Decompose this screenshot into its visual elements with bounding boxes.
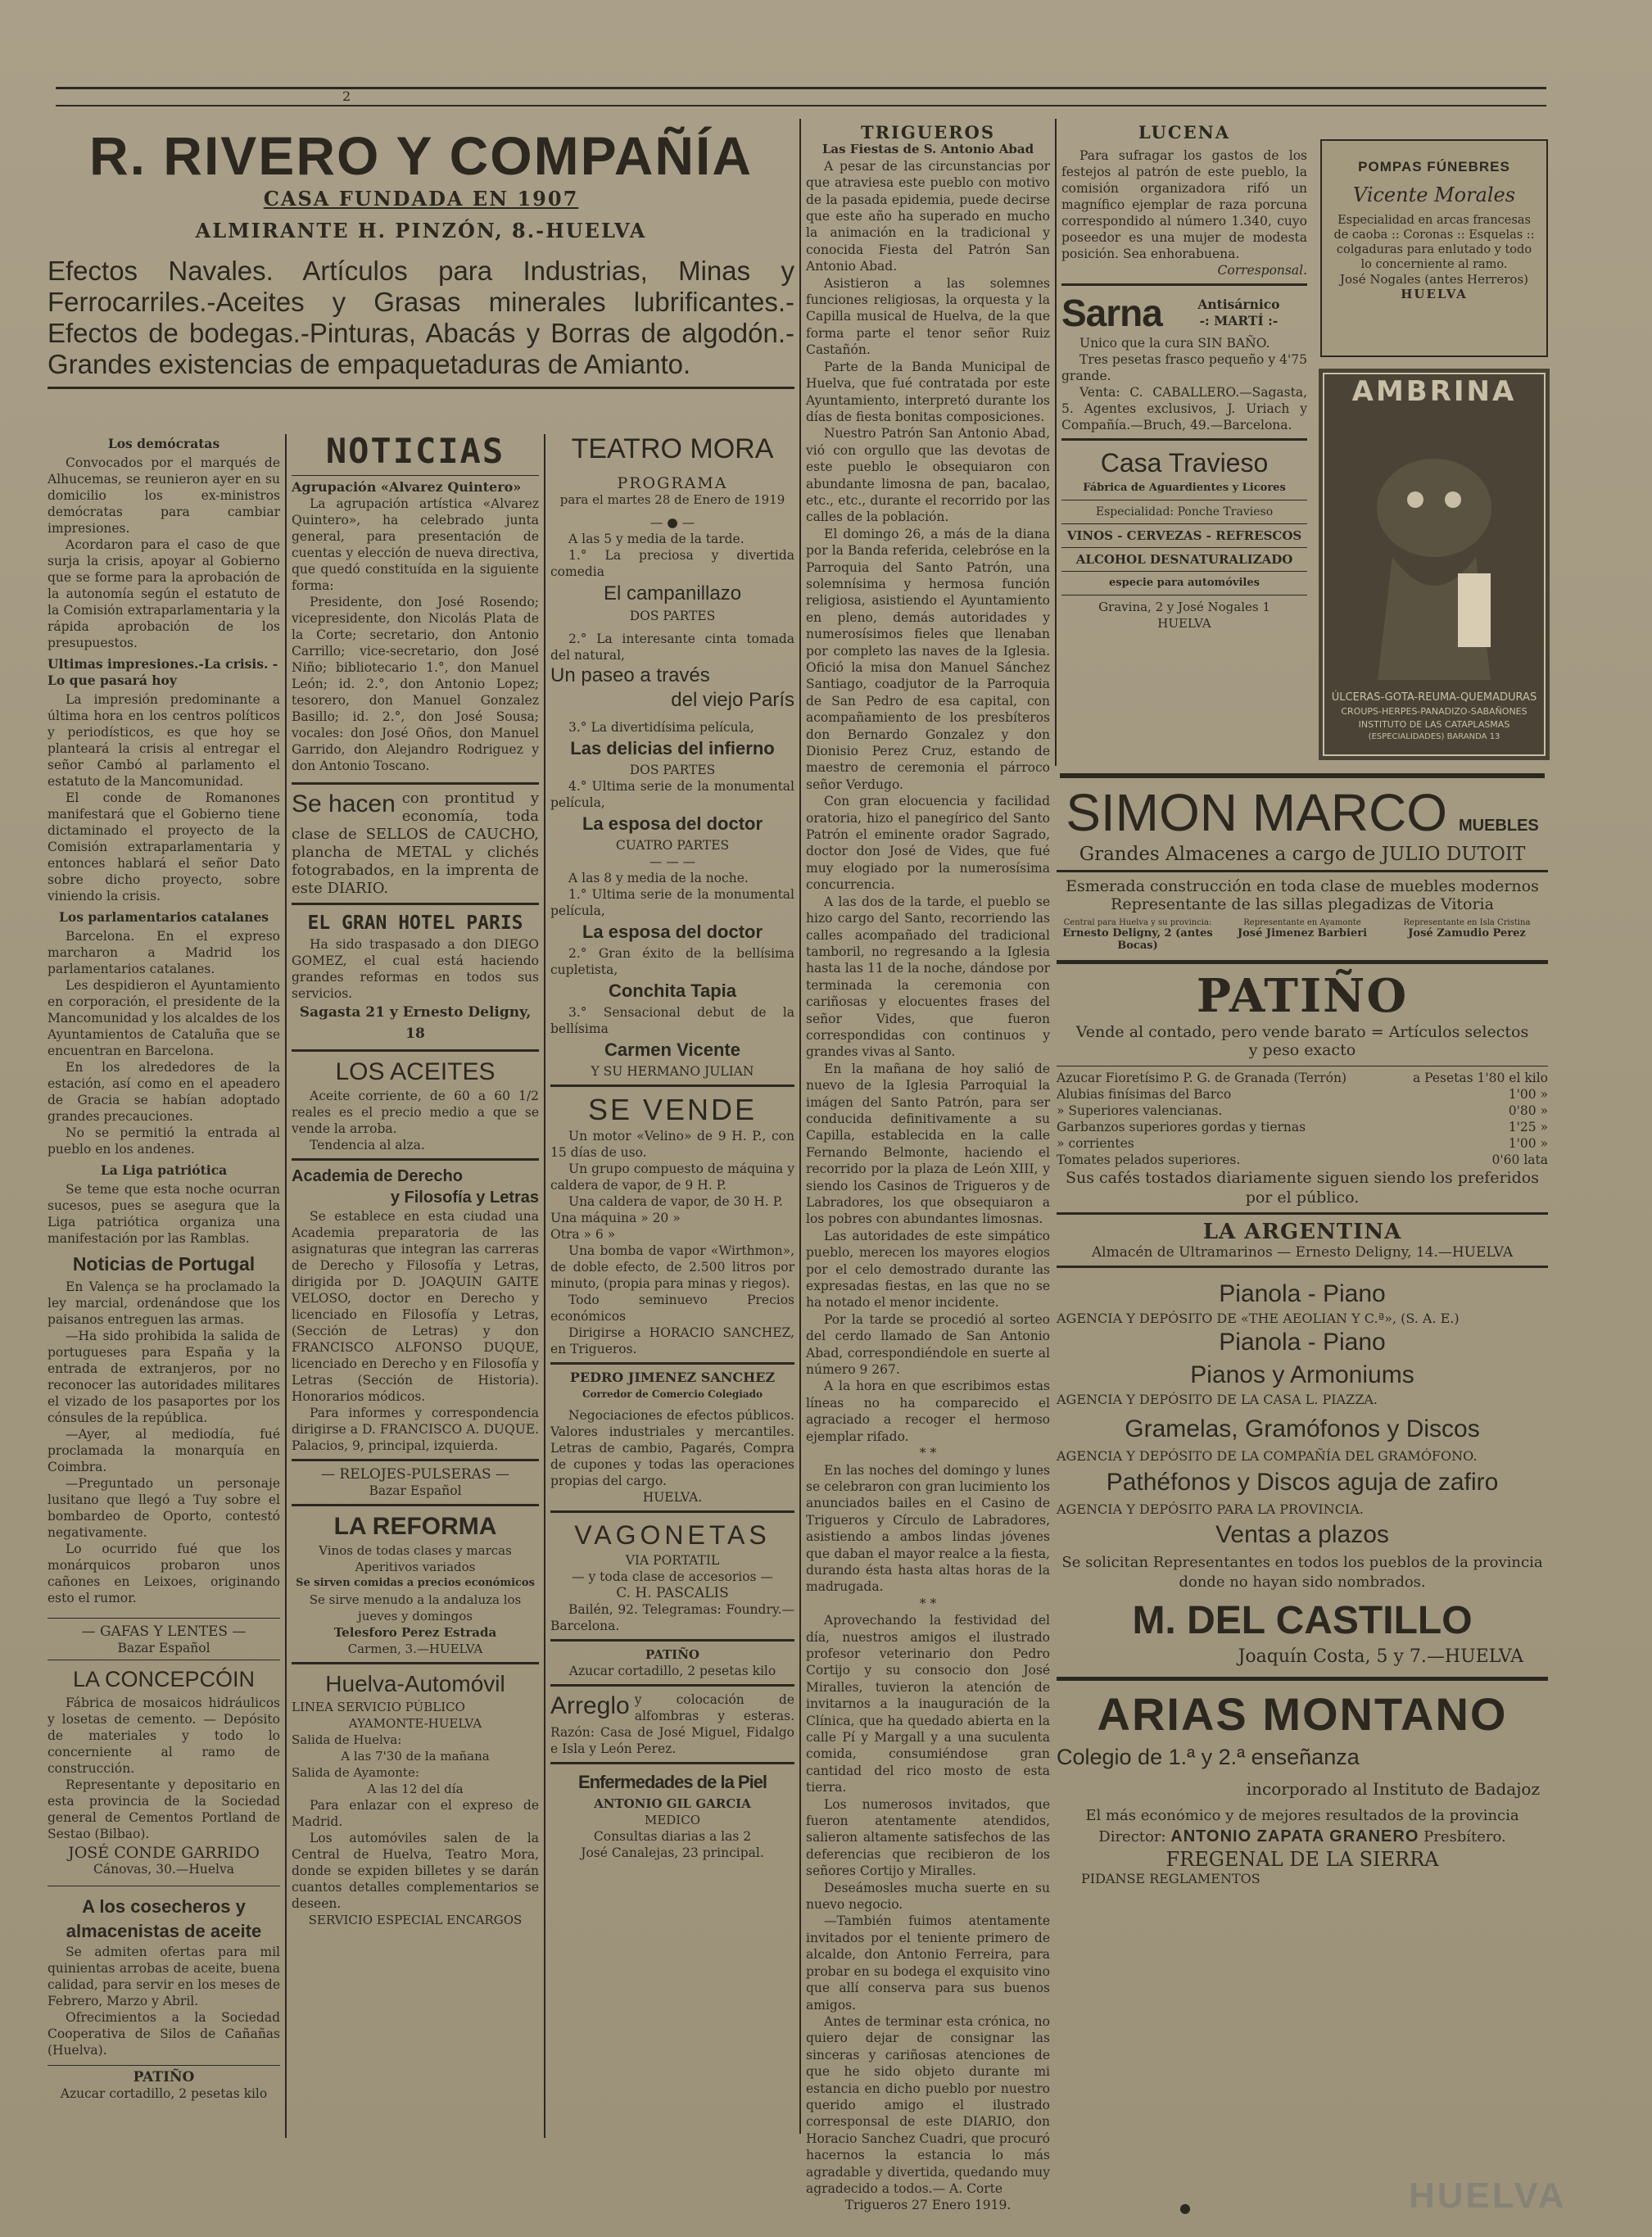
patino-item: Azucar Fioretísimo P. G. de Granada (Terrón) [1057,1071,1347,1085]
patino-price: 1'00 » [1508,1136,1548,1151]
pedro-title: PEDRO JIMENEZ SANCHEZ [569,1370,776,1385]
paragraph: La agrupación artística «Alvarez Quintero», ha celebrado junta general, para presentación de cuentas y elección de nueva directiva, que quedó constituída en la siguiente forma: [292,496,539,593]
program-parts: DOS PARTES [629,609,716,623]
paragraph: 1.° Ultima serie de la monumental película, [550,887,794,918]
piel-line: Consultas diarias a las 2 [593,1829,752,1844]
patino-small-title: PATIÑO [133,2069,195,2085]
democratas-title: Los demócratas [107,436,220,451]
simon-muebles: MUEBLES [1458,817,1539,835]
ambrina-title: AMBRINA [1351,375,1517,408]
paragraph: Venta: C. CABALLERO.—Sagasta, 5. Agentes exclusivos, J. Uriach y Compañía.—Bruch, 49.—Barcelona. [1061,385,1307,432]
reforma-line: Carmen, 3.—HUELVA [347,1642,483,1656]
pompas-title: POMPAS FÚNEBRES [1358,159,1510,174]
vende-line: Otra » 6 » [550,1227,616,1242]
paragraph: A las 5 y media de la tarde. [568,532,745,546]
pedro-city: HUELVA. [642,1490,703,1505]
arias-line: incorporado al Instituto de Badajoz [1246,1779,1540,1799]
paragraph: Bailén, 92. Telegramas: Foundry.—Barcelona. [550,1602,794,1633]
paragraph: Un grupo compuesto de máquina y caldera de vapor, de 9 H. P. [550,1162,794,1193]
patino-item: Tomates pelados superiores. [1057,1152,1241,1167]
paragraph: Convocados por el marqués de Alhucemas, se reunieron ayer en su domicilio los ex-ministros demócratas para cambiar impresiones. [48,455,280,536]
piel-sub: MEDICO [644,1813,701,1827]
separator-stars: * * [919,1596,937,1611]
lucena-sign: Corresponsal. [1217,263,1307,278]
concepcion-name: JOSÉ CONDE GARRIDO [68,1844,260,1862]
simon-reps [1057,918,1548,952]
paragraph: 2.° La interesante cinta tomada del natural, [550,632,794,663]
simon-rep: Ernesto Deligny, 2 (antes Bocas) [1062,927,1213,952]
arias-director-title: Presbítero. [1423,1828,1506,1845]
bottom-ornament: ● [1179,2200,1191,2216]
column-1 [48,431,280,2151]
arreglo-big: Arreglo [550,1692,630,1719]
patino-item: » Superiores valencianas. [1057,1103,1223,1118]
pathe-sub: AGENCIA Y DEPÓSITO PARA LA PROVINCIA. [1057,1501,1364,1517]
paragraph: 3.° Sensacional debut de la bellísima [550,1005,794,1036]
argentina-title: LA ARGENTINA [1202,1220,1402,1244]
ambrina-line: CROUPS-HERPES-PANADIZO-SABAÑONES [1341,706,1528,717]
travieso-line: VINOS - CERVEZAS - REFRESCOS [1066,528,1302,543]
automovil-line: Salida de Ayamonte: [292,1765,419,1780]
pedro-sub: Corredor de Comercio Colegiado [582,1388,763,1400]
simon-header [1057,781,1548,844]
arias-title: ARIAS MONTANO [1097,1688,1508,1740]
patino-cafe: Sus cafés tostados diariamente siguen siendo los preferidos por el público. [1065,1169,1539,1207]
concepcion-title: LA CONCEPCÓIN [72,1667,256,1691]
pianos-sub: AGENCIA Y DEPÓSITO DE LA CASA L. PIAZZA. [1057,1392,1378,1407]
paragraph: Dirigirse a HORACIO SANCHEZ, en Trigueros. [550,1325,794,1356]
simon-sub: Grandes Almacenes a cargo de JULIO DUTOIT [1079,844,1526,865]
patino-item: » corrientes [1057,1136,1134,1151]
simon-line: Representante de las sillas plegadizas de Vitoria [1111,895,1494,913]
paragraph: Barcelona. En el expreso marcharon a Madrid los parlamentarios catalanes. [48,929,280,976]
pompas-name: Vicente Morales [1352,183,1516,206]
paragraph: Acordaron para el caso de que surja la crisis, apoyar al Gobierno que se forme para la aprobación de la autonomía según el estatuto de la Comisión extraparlamentaria y la rápida aprobación de los presupuestos. [48,537,280,650]
paragraph: El conde de Romanones manifestará que el Gobierno tiene dictaminado el proyecto de la Comisión extraparlamentaria y entonces hablará el señor Dato sobre dicho proyecto, sobre viniendo la crisis. [48,790,280,903]
paragraph: Unico que la cura SIN BAÑO. [1079,336,1270,351]
automovil-title: Huelva-Automóvil [325,1671,505,1696]
program-title: Carmen Vicente [604,1039,740,1060]
program-title: Un paseo a través [550,664,710,686]
paragraph: Para sufragar los gastos de los festejos al patrón de este pueblo, la comisión organizadora rifó un magnífico ejemplar de raza porcuna correspondido al número 1.340, cuyo poseedor es una mujer de modesta posición. Sea enhorabuena. [1061,148,1307,261]
noticias-title: NOTICIAS [325,431,505,471]
vende-title: SE VENDE [587,1093,758,1126]
arias-line: El más económico y de mejores resultados de la provincia [1085,1807,1519,1824]
paragraph: Tendencia al alza. [310,1138,425,1152]
paragraph: 2.° Gran éxito de la bellísima cupletista, [550,946,794,977]
top-rule [56,87,885,89]
rivero-ad [48,123,794,428]
travieso-title: Casa Travieso [1100,448,1269,478]
patino2-title: PATIÑO [645,1647,699,1662]
patino-price: 1'00 » [1508,1087,1548,1102]
piel-line: José Canalejas, 23 principal. [581,1845,764,1860]
paragraph: Aprovechando la festividad del día, nuestros amigos el ilustrado profesor veterinario don Pedro Cortijo y su consocio don José Miralles, tuvieron la atención de invitarnos a la inauguración de la Clínica, que ha quedado abierta en la calle Pí y Margall y a una suculenta comida, consumiéndose gran cantidad del rico mosto de esta tierra. [806,1613,1050,1795]
paragraph: Por la tarde se procedió al sorteo del cerdo llamado de San Antonio Abad, correspondiéndole en suerte al número 9 267. [806,1311,1050,1378]
sehacen-big: Se hacen [292,790,396,817]
arias-director-label: Director: [1098,1828,1166,1845]
cosecheros-title: A los cosecheros y almacenistas de aceite [66,1896,262,1941]
paragraph: Todo seminuevo Precios económicos [550,1293,794,1324]
col-rule [1055,119,1057,766]
hotel-address: Sagasta 21 y Ernesto Deligny, 18 [299,1004,532,1042]
program-parts: CUATRO PARTES [615,838,730,853]
program-parts: DOS PARTES [629,763,716,777]
patino-small-text: Azucar cortadillo, 2 pesetas kilo [60,2086,268,2101]
patino-item: Alubias finísimas del Barco [1057,1087,1232,1102]
arias-line: FREGENAL DE LA SIERRA [1165,1848,1439,1871]
travieso-line: Gravina, 2 y José Nogales 1 [1098,600,1270,614]
vagonetas-line: C. H. PASCALIS [616,1585,729,1601]
paragraph: A pesar de las circunstancias por que atraviesa este pueblo con motivo de la pasada epidemia, puede decirse que este año ha superado en mucho la animación en la tradicional y conocida Fiesta del Patrón San Antonio Abad. [806,158,1050,274]
paragraph: Se teme que esta noche ocurran sucesos, pues se asegura que la Liga patriótica organiza una manifestación por las Ramblas. [48,1182,280,1246]
program-title: Las delicias del infierno [570,738,775,758]
paragraph: Fábrica de mosaicos hidráulicos y losetas de cemento. — Depósito de materiales y todo lo concerniente al ramo de construcción. [48,1696,280,1776]
agrupacion-title: Agrupación «Alvarez Quintero» [292,479,522,495]
relojes-sub: Bazar Español [369,1483,462,1498]
argentina-line: Almacén de Ultramarinos — Ernesto Deligny, 14.—HUELVA [1091,1244,1514,1261]
arias-director-name: ANTONIO ZAPATA GRANERO [1170,1827,1419,1845]
patino-price-row [1057,1103,1548,1119]
watermark: HUELVA [1409,2176,1567,2216]
paragraph: Una bomba de vapor «Wirthmon», de doble efecto, de 2.500 litros por minuto, (propia para minas y riegos). [550,1243,794,1291]
gafas-title: — GAFAS Y LENTES — [81,1623,247,1640]
trigueros-sub: Las Fiestas de S. Antonio Abad [821,142,1034,157]
travieso-line: Especialidad: Ponche Travieso [1095,505,1274,518]
paragraph: Para enlazar con el expreso de Madrid. [292,1798,539,1829]
arreglo-text: y colocación de alfombras y esteras. Razón: Casa de José Miguel, Fidalgo e Isla y León Perez. [550,1692,794,1756]
programa-date: para el martes 28 de Enero de 1919 [559,492,785,507]
paragraph: En los alrededores de la estación, así como en el apeadero de Gracia se habían adoptado grandes precauciones. [48,1060,280,1124]
travieso-line: HUELVA [1157,616,1211,631]
vagonetas-line: — y toda clase de accesorios — [572,1569,773,1584]
pompas-line: José Nogales (antes Herreros) [1340,272,1528,287]
paragraph: Antes de terminar esta crónica, no quiero dejar de consignar las sinceras y cariñosas atenciones de que he sido objeto durante mi estancia en dicho pueblo por nuestro querido amigo el ilustrado corresponsal de este DIARIO, don Horacio Sanchez Cuadri, que procuró hacernos la estancia lo más agradable y divertida, quedando muy agradecido a todos.— A. Corte [806,2013,1050,2196]
simon-line: Esmerada construcción en toda clase de muebles modernos [1066,877,1539,895]
paragraph: Un motor «Velino» de 9 H. P., con 15 días de uso. [550,1129,794,1160]
paragraph: Ofrecimientos a la Sociedad Cooperativa de Silos de Cañañas (Huelva). [48,2010,280,2058]
relojes-title: — RELOJES-PULSERAS — [320,1466,509,1483]
patino-price-row [1057,1070,1548,1086]
ambrina-line: (ESPECIALIDADES) BARANDA 13 [1368,732,1500,741]
col-rule [544,434,545,2138]
column-3: TEATRO MORA PROGRAMA para el martes 28 de Enero de 1919 — ● — A las 5 y media de la tarde. 1.° La preciosa y divertida comedia El campanillazo DOS PARTES 2.° La interesante cinta tomada del natural, Un paseo a través del viejo París 3.° La divertidísima película, Las delicias del infierno DOS PARTES 4.° Ultima serie de la monumental película, La esposa del doctor CUATRO PARTES — — — A las 8 y media de la noche. 1.° Ultima serie de la monumental película, La esposa del doctor 2.° Gran éxito de la bellísima cupletista, Conchita Tapia 3.° Sensacional debut de la bellísima Carmen Vicente Y SU HERMANO JULIAN SE VENDE Un motor «Velino» de 9 H. P., con 15 días de uso. Un grupo compuesto de máquina y caldera de vapor, de 9 H. P. Una caldera de vapor, de 30 H. P. Una máquina » 20 » Otra » 6 » Una bomba de vapor «Wirthmon», de doble efecto, de 2.500 litros por minuto, (propia para minas y riegos). Todo seminuevo Precios económicos Dirigirse a HORACIO SANCHEZ, en Trigueros. PEDRO JIMENEZ SANCHEZ Corredor de Comercio Colegiado Negociaciones de efectos públicos. Valores industriales y mercantiles. Letras de cambio, Pagarés, Compra de cupones y todas las operaciones propias del cargo. HUELVA. VAGONETAS VIA PORTATIL — y toda clase de accesorios — C. H. PASCALIS Bailén, 92. Telegramas: Foundry.—Barcelona. PATIÑO Azucar cortadillo, 2 pesetas kilo Arreglo y colocación de alfombras y esteras. Razón: Casa de José Miguel, Fidalgo e Isla y León Perez. Enfermedades de la Piel ANTONIO GIL GARCIA MEDICO Consultas diarias a las 2 José Canalejas, 23 principal. [550,431,794,2151]
patino-price-list [1057,1070,1548,1168]
sarna-r2: -: MARTÍ :- [1199,313,1279,328]
arias-line: PIDANSE REGLAMENTOS [1081,1871,1260,1886]
paragraph: —Ayer, al mediodía, fué proclamada la monarquía en Coimbra. [48,1427,280,1474]
patino-line: Vende al contado, pero vende barato = Artículos selectos [1075,1023,1529,1041]
right-ads [1057,773,1548,2133]
trigueros-title: TRIGUEROS [860,122,996,143]
vende-line: Una máquina » 20 » [550,1211,681,1225]
patino-price-row [1057,1086,1548,1103]
pianos-title: Pianos y Armoniums [1190,1361,1414,1388]
dateline: Trigueros 27 Enero 1919. [844,2198,1012,2213]
sehacen-text: con prontitud y economía, toda clase de SELLOS de CAUCHO, plancha de METAL y clichés fotograbados, en la imprenta de este DIARIO. [292,790,539,897]
automovil-line: SERVICIO ESPECIAL ENCARGOS [308,1913,523,1927]
ambrina-ad [1319,369,1550,760]
column-4 [806,122,1050,2213]
paragraph: Deseámosles mucha suerte en su nuevo negocio. [806,1880,1050,1913]
patino-item: Garbanzos superiores gordas y tiernas [1057,1120,1306,1134]
sarna-r1: Antisárnico [1197,297,1280,312]
paragraph: Los numerosos invitados, que fueron atentamente atendidos, salieron altamente satisfechos de las deferencias que recibieron de los señores Cortijo y Miralles. [806,1796,1050,1879]
programa-title: PROGRAMA [617,474,728,492]
page-marker: 2 [342,88,351,104]
paragraph: Representante y depositario en esta provincia de la Sociedad general de Cementos Portland de Sestao (Bilbao). [48,1777,280,1841]
patino-price: 0'80 » [1508,1103,1548,1118]
rivero-founded: CASA FUNDADA EN 1907 [263,187,579,211]
paragraph: Les despidieron el Ayuntamiento en corporación, el presidente de la Mancomunidad y los alcaldes de los Ayuntamientos de Cataluña que se encuentran en Barcelona. [48,978,280,1058]
patino2-text: Azucar cortadillo, 2 pesetas kilo [568,1664,776,1678]
paragraph: Se establece en esta ciudad una Academia preparatoria de las asignaturas que integran las carreras de Derecho y Filosofía y Letras, dirigida por D. JOAQUIN GAITE VELOSO, doctor en Derecho y licenciado en Filosofía y Letras, (Sección de Letras) y don FRANCISCO ALFONSO DUQUE, licenciado en Derecho y en Filosofía y Letras (Sección de Historia). Honorarios módicos. [292,1209,539,1404]
pathe-title: Pathéfonos y Discos aguja de zafiro [1106,1469,1499,1496]
sarna-big: Sarna [1061,292,1162,334]
pianola-title: Pianola - Piano [1219,1329,1386,1356]
paragraph: 3.° La divertidísima película, [568,720,754,735]
simon-rep-head: Central para Huelva y su provincia: [1063,918,1212,927]
program-title: La esposa del doctor [582,813,763,834]
paragraph: —También fuimos atentamente invitados por el teniente primero de alcalde, don Antonio Ferreira, para probar en su bodega el exquisito vino que allí conserva para sus buenos amigos. [806,1913,1050,2013]
paragraph: En las noches del domingo y lunes se celebraron con gran lucimiento los anunciados bailes en el Casino de Trigueros y Círculo de Labradores, asistiendo a ambos lindas jóvenes que daban el mayor realce a la fiesta, durando ésta hasta altas horas de la madrugada. [806,1462,1050,1595]
piel-title: Enfermedades de la Piel [577,1772,767,1792]
simon-rep: José Jimenez Barbieri [1237,927,1368,940]
sehacen-ad [292,790,539,898]
reforma-line: Se sirven comidas a precios económicos [296,1577,535,1589]
pianola-sub: AGENCIA Y DEPÓSITO DE «THE AEOLIAN Y C.ª», (S. A. E.) [1057,1311,1460,1326]
patino-title: PATIÑO [1196,969,1409,1023]
top-rule-right [868,87,1546,89]
travieso-line: Fábrica de Aguardientes y Licores [1083,482,1286,494]
reforma-line: Se sirve menudo a la andaluza los jueves y domingos [309,1592,522,1623]
separator-stars: * * [919,1446,937,1461]
automovil-line: Salida de Huelva: [292,1732,402,1747]
ultimas-title: Ultimas impresiones.-La crisis. -Lo que pasará hoy [48,656,278,688]
vagonetas-title: VAGONETAS [574,1520,771,1550]
simon-rep-head: Representante en Ayamonte [1243,918,1361,927]
pompas-text: Especialidad en arcas francesas de caoba :: Coronas :: Esquelas :: colgaduras para enlutado y todo lo concerniente al ramo. [1333,214,1535,271]
paragraph: Negociaciones de efectos públicos. Valores industriales y mercantiles. Letras de cambio, Pagarés, Compra de cupones y todas las operaciones propias del cargo. [550,1408,794,1488]
arias-director [1057,1827,1548,1846]
gafas-sub: Bazar Español [117,1641,210,1655]
patino-price-row [1057,1119,1548,1135]
simon-rep: José Zamudio Perez [1408,927,1526,940]
pompas-box [1320,139,1548,357]
automovil-line: A las 12 del día [367,1782,464,1796]
academia-title-1: Academia de Derecho [292,1167,463,1185]
academia-title-2: y Filosofía y Letras [390,1189,539,1207]
patino-line: y peso exacto [1248,1041,1356,1059]
program-title: del viejo París [671,689,794,711]
piel-name: ANTONIO GIL GARCIA [594,1796,751,1811]
top-rule-2 [56,105,1546,106]
concepcion-address: Cánovas, 30.—Huelva [93,1862,234,1877]
plazos-sub: Se solicitan Representantes en todos los pueblos de la provincia donde no hayan sido nombrados. [1061,1554,1543,1591]
col-rule [285,434,287,2138]
automovil-line: AYAMONTE-HUELVA [348,1716,482,1731]
lucena-title: LUCENA [1138,122,1231,143]
reforma-line: Telesforo Perez Estrada [333,1625,497,1640]
patino-price-row [1057,1135,1548,1152]
paragraph: —Ha sido prohibida la salida de portugueses para España y la entrada de extranjeros, por no reconocer las autoridades militares el vizado de los pasaportes por los cónsules de la república. [48,1329,280,1425]
paragraph: Ha sido traspasado a don DIEGO GOMEZ, el cual está haciendo grandes reformas en todos sus servicios. [292,937,539,1001]
patino-price: a Pesetas 1'80 el kilo [1412,1071,1548,1085]
paragraph: Lo ocurrido fué que los monárquicos probaron unos cañones en Leixoes, originando esto el rumor. [48,1542,280,1605]
sarna-header [1061,291,1307,335]
paragraph: Con gran elocuencia y facilidad oratoria, hizo el panegírico del Santo Patrón el eminente orador Sagrado, doctor don José de Vides, que fué muy elogiado por la numerosísima concurrencia. [806,794,1050,893]
patino-price-row [1057,1152,1548,1168]
paragraph: A las dos de la tarde, el pueblo se hizo cargo del Santo, recorriendo las calles acompañado del tradicional tamboril, no regresando a la Iglesia hasta las 11 de la noche, dándose por terminada la ceremonia con cariñosas y elocuentes frases del señor Vides, que fueron correspondidas con continuos y grandes vivas al Santo. [806,894,1050,1060]
aceites-title: LOS ACEITES [335,1058,496,1085]
ambrina-line: ÚLCERAS-GOTA-REUMA-QUEMADURAS [1331,691,1537,704]
paragraph: Aceite corriente, de 60 a 60 1/2 reales es el precio medio a que se vende la arroba. [292,1089,539,1136]
liga-title: La Liga patriótica [100,1162,228,1178]
pianola-title: Pianola - Piano [1219,1280,1386,1307]
paragraph: A la hora en que escribimos estas líneas no ha comparecido el agraciado a recoger el hermoso ejemplar rifado. [806,1379,1050,1444]
paragraph: En la mañana de hoy salió de nuevo de la Iglesia Parroquial la imágen del Santo Patrón, para ser conducida definitivamente a su Capilla, establecida en la calle Fernando Belmonte, haciendo el recorrido por la plaza de León XIII, y siendo los Casinos de Trigueros y de Labradores, los que obsequiaron a los pobres con abundantes limosnas. [806,1061,1050,1227]
col-rule [799,119,801,2134]
paragraph: A las 8 y media de la noche. [568,871,749,885]
simon-title: SIMON MARCO [1066,783,1447,842]
program-sub: Y SU HERMANO JULIAN [591,1064,754,1079]
reforma-line: Vinos de todas clases y marcas Aperitivos variados [319,1543,512,1574]
vagonetas-line: VIA PORTATIL [625,1553,720,1568]
paragraph: En Valença se ha proclamado la ley marcial, ordenándose que los paisanos entreguen las armas. [48,1279,280,1327]
paragraph: Nuestro Patrón San Antonio Abad, vió con orgullo que las devotas de este pueblo le obsequiaron con abundante limosna de pan, bacalao, etc., etc., durante el recorrido por las calles de la población. [806,426,1050,525]
paragraph: Las autoridades de este simpático pueblo, merecen los mayores elogios por el celo demostrado durante las expresadas fiestas, en las que no se ha notado el menor incidente. [806,1228,1050,1311]
program-title: La esposa del doctor [582,922,763,942]
rivero-address: ALMIRANTE H. PINZÓN, 8.-HUELVA [195,219,647,242]
parlamentarios-title: Los parlamentarios catalanes [58,909,269,925]
automovil-line: A las 7'30 de la mañana [341,1749,490,1764]
arias-line: Colegio de 1.ª y 2.ª enseñanza [1057,1745,1360,1769]
hotel-title: EL GRAN HOTEL PARIS [307,912,523,934]
column-5 [1061,122,1307,772]
paragraph: 4.° Ultima serie de la monumental película, [550,779,794,810]
paragraph: Se admiten ofertas para mil quinientas arrobas de aceite, buena calidad, para servir en los meses de Febrero, Marzo y Abril. [48,1945,280,2008]
travieso-line: ALCOHOL DESNATURALIZADO [1075,552,1293,567]
program-title: Conchita Tapia [608,980,737,1001]
paragraph: Tres pesetas frasco pequeño y 4'75 grande. [1061,352,1307,383]
teatro-title: TEATRO MORA [571,433,774,464]
paragraph: Para informes y correspondencia dirigirse a D. FRANCISCO A. DUQUE. Palacios, 9, principal, izquierda. [292,1406,539,1453]
automovil-line: LINEA SERVICIO PÚBLICO [292,1700,465,1714]
paragraph: 1.° La preciosa y divertida comedia [550,548,794,579]
plazos-title: Ventas a plazos [1215,1521,1389,1548]
paragraph: —Preguntado un personaje lusitano que llegó a Tuy sobre el bombardeo de Oporto, contestó negativamente. [48,1476,280,1540]
paragraph: La impresión predominante a última hora en los centros políticos y periodísticos, es que hoy se planteará la crisis al entregar el señor Cambó al parlamento el estatuto de la Mancomunidad. [48,692,280,789]
ambrina-line: INSTITUTO DE LAS CATAPLASMAS [1358,719,1510,730]
program-title: El campanillazo [603,582,742,605]
rivero-title: R. RIVERO Y COMPAÑÍA [88,125,754,186]
gramelas-title: Gramelas, Gramófonos y Discos [1125,1415,1480,1442]
paragraph: Presidente, don José Rosendo; vicepresidente, don Nicolás Plata de la Corte; secretario, don Antonio Carrillo; vice-secretario, don José Niño; bibliotecario 1.°, don Manuel León; id. 2.°, don Antonio Lopez; tesorero, don Manuel Gonzalez Basillo; id. 2.°, don José Sousa; vocales: don José Oños, don Manuel Garrido, don Alejandro Rodriguez y don Antonio Toscano. [292,595,539,773]
portugal-title: Noticias de Portugal [72,1253,256,1275]
castillo-address: Joaquín Costa, 5 y 7.—HUELVA [1238,1646,1523,1667]
rivero-body: Efectos Navales. Artículos para Industrias, Minas y Ferrocarriles.-Aceites y Grasas minerales lubrificantes.-Efectos de bodegas.-Pinturas, Abacás y Borras de algodón.-Grandes existencias de empaquetaduras de Amianto. [48,256,794,379]
pompas-line: HUELVA [1401,287,1468,301]
reforma-title: LA REFORMA [333,1513,497,1540]
paragraph: Asistieron a las solemnes funciones religiosas, la orquesta y la Capilla musical de Huelva, de la que forma parte el tenor señor Ruiz Castañón. [806,275,1050,358]
gramelas-sub: AGENCIA Y DEPÓSITO DE LA COMPAÑÍA DEL GRAMÓFONO. [1057,1448,1478,1464]
simon-rep-head: Representante en Isla Cristina [1403,918,1531,927]
column-2 [292,431,539,2151]
paragraph: No se permitió la entrada al pueblo en los andenes. [48,1125,280,1157]
travieso-line: especie para automóviles [1109,577,1260,589]
paragraph: El domingo 26, a más de la diana por la Banda referida, celebróse en la Parroquia del Santo Patrón, una solemnísima y hermosa función religiosa, asistiendo el Ayuntamiento en pleno, demás autoridades y numerosísimos fieles que llenaban por completo las naves de la Iglesia. Ofició la misa don Manuel Sánchez Santiago, coadjutor de la Parroquia de San Pedro de esa capital, con acompañamiento de los presbíteros don Bernardo Gonzalez y don Dionisio Perez Cruz, estando de maestro de ceremonia el párroco señor Verdugo. [806,526,1050,792]
arreglo-ad [550,1691,794,1757]
paragraph: Parte de la Banda Municipal de Huelva, que fué contratada por este Ayuntamiento, interpretó durante los días de fiesta bonitas composiciones. [806,359,1050,424]
paragraph: Una caldera de vapor, de 30 H. P. [568,1194,783,1209]
castillo-title: M. DEL CASTILLO [1132,1599,1473,1642]
paragraph: Los automóviles salen de la Central de Huelva, Teatro Mora, donde se expiden billetes y se darán cuantos detalles complementarios se deseen. [292,1831,539,1911]
patino-price: 0'60 lata [1491,1152,1548,1167]
patino-price: 1'25 » [1508,1120,1548,1134]
